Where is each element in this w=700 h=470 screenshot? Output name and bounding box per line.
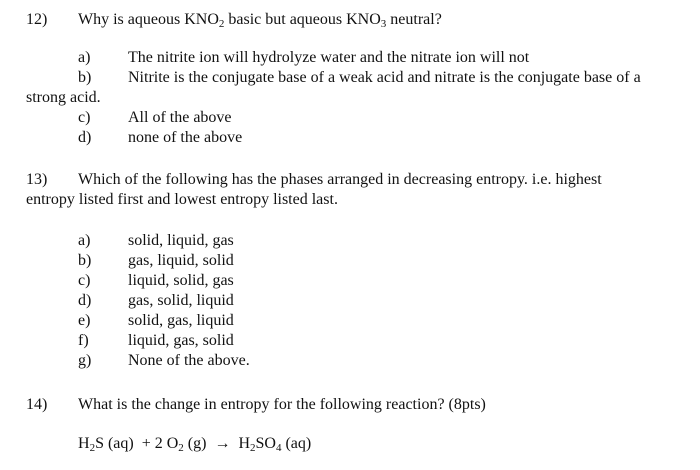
q13-option-f-letter: f) xyxy=(78,332,89,349)
q12-option-d-text: none of the above xyxy=(128,129,243,146)
q14-reaction-equation: $H_2S$ (aq) + 2 $O_2$ $(g) \to H_2SO_4$ (aq) xyxy=(78,435,312,454)
question-13-text-line1: Which of the following has the phases arranged in decreasing entropy. i.e. highest xyxy=(78,171,602,188)
q12-option-a-text: The nitrite ion will hydrolyze water and the nitrate ion will not xyxy=(128,49,530,66)
q12-option-c-letter: c) xyxy=(78,109,91,126)
q13-option-a-text: solid, liquid, gas xyxy=(128,232,234,249)
q13-option-d-letter: d) xyxy=(78,292,92,309)
q13-option-d-text: gas, solid, liquid xyxy=(128,292,234,309)
q12-option-d-letter: d) xyxy=(78,129,92,146)
q12-option-c-text: All of the above xyxy=(128,109,232,126)
q12-option-b-text: Nitrite is the conjugate base of a weak acid and nitrate is the conjugate base of a xyxy=(128,69,641,86)
question-13-text-line2: entropy listed first and lowest entropy listed last. xyxy=(26,191,338,208)
question-14-number: 14) xyxy=(26,396,48,413)
q13-option-c-text: liquid, solid, gas xyxy=(128,272,234,289)
q13-option-c-letter: c) xyxy=(78,272,91,289)
question-12-number: 12) xyxy=(26,11,48,28)
question-13-number: 13) xyxy=(26,171,48,188)
q13-option-a-letter: a) xyxy=(78,232,91,249)
question-14-text: What is the change in entropy for the following reaction? (8pts) xyxy=(78,396,486,413)
question-12-text: Why is aqueous $KNO_2$ basic but aqueous $KNO_3$ neutral? xyxy=(78,11,442,30)
q13-option-e-text: solid, gas, liquid xyxy=(128,312,234,329)
reaction-arrow-icon: → xyxy=(214,435,231,452)
q13-option-b-letter: b) xyxy=(78,252,92,269)
q13-option-e-letter: e) xyxy=(78,312,91,329)
q13-option-g-text: None of the above. xyxy=(128,352,250,369)
q12-option-a-letter: a) xyxy=(78,49,91,66)
q12-option-b-wrap: strong acid. xyxy=(26,89,101,106)
q13-option-f-text: liquid, gas, solid xyxy=(128,332,234,349)
q13-option-b-text: gas, liquid, solid xyxy=(128,252,234,269)
q13-option-g-letter: g) xyxy=(78,352,92,369)
q12-option-b-letter: b) xyxy=(78,69,92,86)
